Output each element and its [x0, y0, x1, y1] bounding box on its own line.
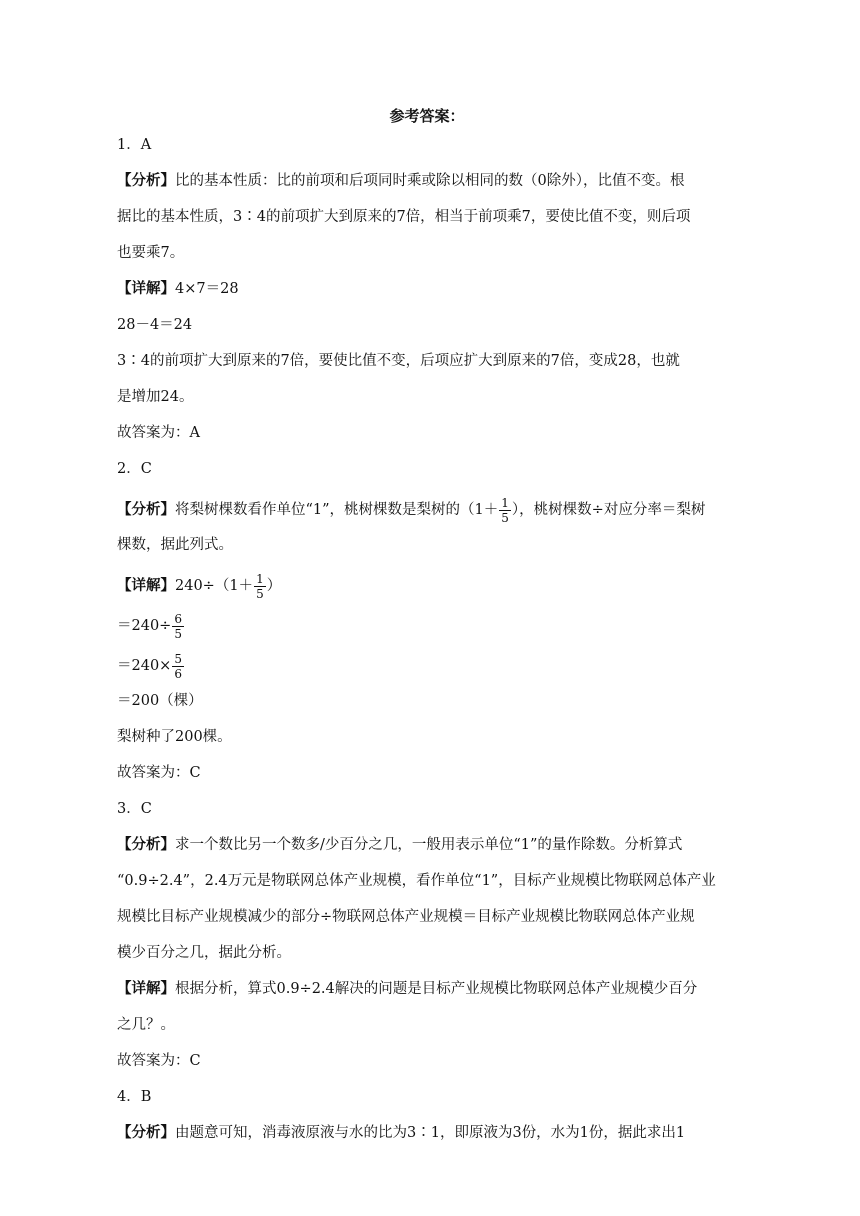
q2-analysis-2: 棵数，据此列式。: [117, 537, 233, 553]
q2-detail-text-2: ＝240÷: [117, 618, 172, 634]
fraction-numerator: 5: [174, 651, 182, 666]
q1-answer: 故答案为：A: [117, 425, 200, 441]
detail-tag: 【详解】: [117, 577, 175, 594]
q2-detail-3: [117, 651, 737, 681]
q3-analysis-2: “0.9÷2.4”，2.4万元是物联网总体产业规模，看作单位“1”，目标产业规模比物联网总体产业: [117, 873, 716, 889]
q1-number: 1．A: [117, 137, 152, 153]
fraction-six-fifths: [172, 612, 184, 641]
q2-analysis-text-1a: 将梨树棵数看作单位“1”，桃树棵数是梨树的（1＋: [175, 502, 499, 518]
q2-detail-2: [117, 611, 737, 641]
q1-analysis-3: 也要乘7。: [117, 245, 185, 261]
q3-analysis-1: [117, 835, 737, 855]
fraction-five-sixths: [172, 652, 184, 681]
q1-detail-4: 是增加24。: [117, 389, 194, 405]
detail-tag: 【详解】: [117, 980, 175, 997]
q1-detail-3: 3∶4的前项扩大到原来的7倍，要使比值不变，后项应扩大到原来的7倍，变成28，也就: [117, 353, 680, 369]
q3-answer: 故答案为：C: [117, 1053, 201, 1069]
q2-analysis-1: [117, 495, 737, 525]
q1-analysis-text-1: 比的基本性质：比的前项和后项同时乘或除以相同的数（0除外），比值不变。根: [175, 173, 685, 189]
q2-detail-5: 梨树种了200棵。: [117, 729, 232, 745]
q2-number: 2．C: [117, 461, 152, 477]
fraction-one-fifth: [499, 496, 511, 525]
q1-detail-text-1: 4×7＝28: [175, 281, 239, 297]
q2-detail-text-1b: ）: [266, 578, 282, 594]
fraction-numerator: 1: [501, 495, 509, 510]
fraction-denominator: 5: [174, 626, 182, 641]
analysis-tag: 【分析】: [117, 172, 175, 189]
analysis-tag: 【分析】: [117, 1124, 175, 1141]
analysis-tag: 【分析】: [117, 836, 175, 853]
q4-analysis-1: [117, 1123, 737, 1143]
answer-page: [117, 105, 737, 1159]
q2-detail-text-3: ＝240×: [117, 658, 172, 674]
fraction-numerator: 1: [256, 571, 264, 586]
q3-number: 3．C: [117, 801, 152, 817]
q2-answer: 故答案为：C: [117, 765, 201, 781]
q2-detail-1: [117, 571, 737, 601]
q3-analysis-3: 规模比目标产业规模减少的部分÷物联网总体产业规模＝目标产业规模比物联网总体产业规: [117, 909, 695, 925]
q2-detail-4: ＝200（棵）: [117, 693, 203, 709]
q1-detail-1: [117, 279, 737, 299]
fraction-denominator: 6: [174, 666, 182, 681]
fraction-numerator: 6: [174, 611, 182, 626]
q3-detail-text-1: 根据分析，算式0.9÷2.4解决的问题是目标产业规模比物联网总体产业规模少百分: [175, 981, 698, 997]
q3-analysis-4: 模少百分之几，据此分析。: [117, 945, 291, 961]
q4-analysis-text-1: 由题意可知，消毒液原液与水的比为3∶1，即原液为3份，水为1份，据此求出1: [175, 1125, 686, 1141]
q4-number: 4．B: [117, 1089, 152, 1105]
q1-detail-2: 28－4＝24: [117, 317, 193, 333]
analysis-tag: 【分析】: [117, 501, 175, 518]
fraction-one-fifth: [254, 572, 266, 601]
q2-analysis-text-1b: ），桃树棵数÷对应分率＝梨树: [511, 502, 706, 518]
q3-detail-2: 之几？。: [117, 1017, 175, 1033]
fraction-denominator: 5: [256, 586, 264, 601]
fraction-denominator: 5: [501, 510, 509, 525]
page-title: 参考答案：: [389, 107, 465, 125]
q1-analysis-2: 据比的基本性质，3∶4的前项扩大到原来的7倍，相当于前项乘7，要使比值不变，则后项: [117, 209, 691, 225]
q3-detail-1: [117, 979, 737, 999]
q2-detail-text-1a: 240÷（1＋: [175, 578, 254, 594]
q3-analysis-text-1: 求一个数比另一个数多/少百分之几，一般用表示单位“1”的量作除数。分析算式: [175, 837, 683, 853]
q1-analysis-1: [117, 171, 737, 191]
detail-tag: 【详解】: [117, 280, 175, 297]
